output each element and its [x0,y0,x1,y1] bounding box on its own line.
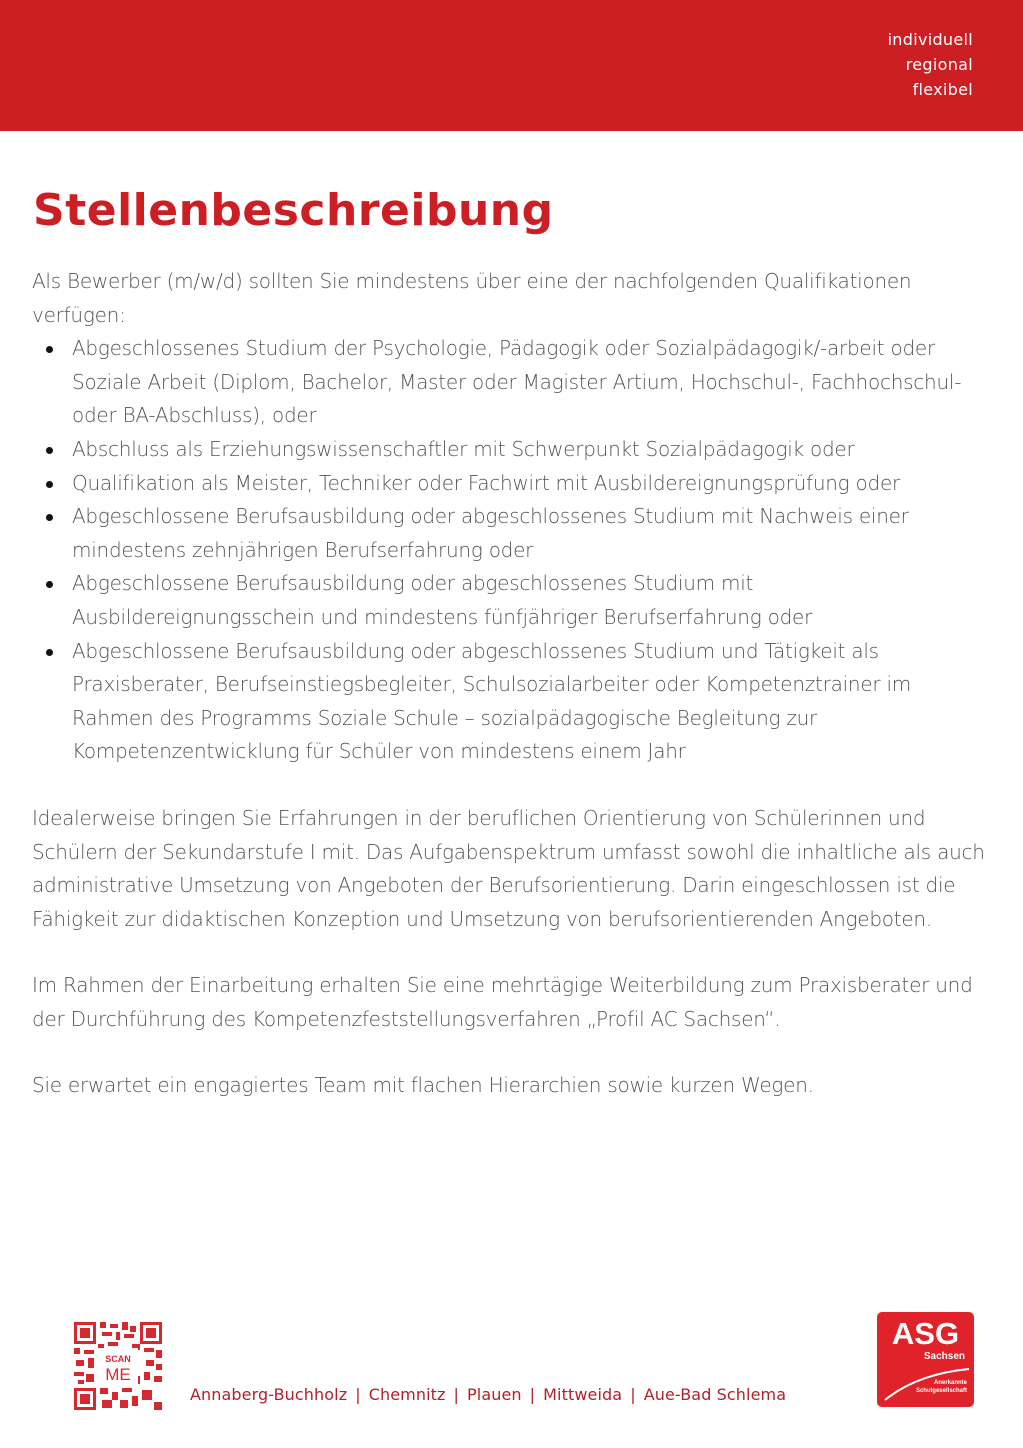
logo-region-text: Sachsen [923,1351,965,1362]
qr-code-icon[interactable] [72,1320,164,1412]
logo-subtitle: Anerkannte Schulgesellschaft [915,1380,967,1394]
location-plauen: Plauen [467,1385,522,1404]
page-title: Stellenbeschreibung [33,185,554,236]
paragraph-training: Im Rahmen der Einarbeitung erhalten Sie eine mehrtägige Weiterbildung zum Praxisberater und der Durchführung des Kompetenzfeststellungsverfahren „Profil AC Sachsen“. [32,973,973,1031]
logo-main-text: ASG [891,1316,960,1351]
tagline-line: regional [905,55,973,74]
qualification-list [32,332,997,769]
list-item: Abgeschlossene Berufsausbildung oder abgeschlossenes Studium mit Ausbildereignungsschein und mindestens fünfjähriger Berufserfahrung oder [72,567,997,634]
list-item: Abgeschlossene Berufsausbildung oder abgeschlossenes Studium mit Nachweis einer mindestens zehnjährigen Berufserfahrung oder [72,500,997,567]
intro-text: Als Bewerber (m/w/d) sollten Sie mindestens über eine der nachfolgenden Qualifikationen verfügen: [32,269,912,327]
job-description-body [32,265,997,1103]
paragraph-experience: Idealerweise bringen Sie Erfahrungen in der beruflichen Orientierung von Schülerinnen und Schülern der Sekundarstufe I mit. Das Aufgabenspektrum umfasst sowohl die inhaltliche als auch administrative Umsetzung von Angeboten der Berufsorientierung. Darin eingeschlossen ist die Fähigkeit zur didaktischen Konzeption und Umsetzung von berufsorientierenden Angeboten. [32,805,985,931]
list-item: Abschluss als Erziehungswissenschaftler mit Schwerpunkt Sozialpädagogik oder [72,433,997,467]
paragraph-team: Sie erwartet ein engagiertes Team mit flachen Hierarchien sowie kurzen Wegen. [32,1073,814,1098]
list-item: Qualifikation als Meister, Techniker oder Fachwirt mit Ausbildereignungsprüfung oder [72,467,997,501]
separator: | [355,1385,361,1404]
header-band [0,0,1023,131]
asg-sachsen-logo [877,1312,974,1407]
separator: | [630,1385,636,1404]
separator: | [453,1385,460,1404]
list-item: Abgeschlossenes Studium der Psychologie, Pädagogik oder Sozialpädagogik/-arbeit oder Soziale Arbeit (Diplom, Bachelor, Master oder Magister Artium, Hochschul-, Fachhochschul- oder BA-Abschluss), oder [72,332,997,433]
location-mittweida: Mittweida [543,1385,623,1404]
qr-me-label: ME [105,1365,131,1384]
tagline-line: flexibel [912,80,973,99]
separator: | [529,1385,536,1404]
qr-scan-label: SCAN [105,1354,131,1364]
tagline-line: individuell [887,30,973,49]
location-aue-bad-schlema: Aue-Bad Schlema [643,1385,787,1404]
location-chemnitz: Chemnitz [368,1385,446,1404]
location-annaberg-buchholz: Annaberg-Buchholz [190,1385,348,1404]
list-item: Abgeschlossene Berufsausbildung oder abgeschlossenes Studium und Tätigkeit als Praxisberater, Berufseinstiegsbegleiter, Schulsozialarbeiter oder Kompetenztrainer im Rahmen des Programms Soziale Schule – sozialpädagogische Begleitung zur Kompetenzentwicklung für Schüler von mindestens einem Jahr [72,635,997,769]
location-list [190,1385,786,1404]
tagline [888,27,973,102]
